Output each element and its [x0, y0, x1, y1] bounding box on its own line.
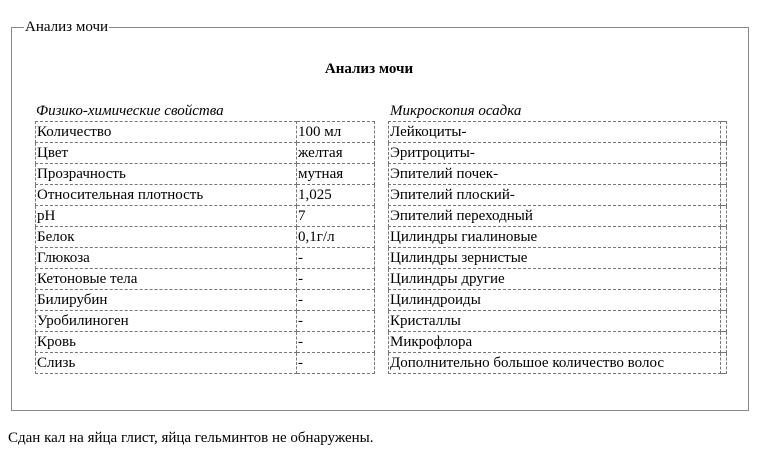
physchem-value-cell: желтая	[297, 143, 375, 164]
physchem-section-title: Физико-химические свойства	[36, 103, 224, 119]
microscopy-value-cell	[721, 353, 727, 374]
footer-note: Сдан кал на яйца глист, яйца гельминтов не обнаружены.	[8, 430, 374, 446]
physchem-label-cell: Кровь	[36, 332, 297, 353]
microscopy-label-cell: Цилиндры гиалиновые	[389, 227, 721, 248]
table-row	[36, 290, 375, 311]
physchem-value-cell: -	[297, 332, 375, 353]
microscopy-label-cell: Эпителий почек-	[389, 164, 721, 185]
microscopy-label-cell: Лейкоциты-	[389, 122, 721, 143]
table-row	[36, 332, 375, 353]
microscopy-value-cell	[721, 248, 727, 269]
physchem-label-cell: Цвет	[36, 143, 297, 164]
physchem-value-cell: -	[297, 311, 375, 332]
table-row	[389, 227, 727, 248]
report-title: Анализ мочи	[324, 61, 414, 77]
microscopy-value-cell	[721, 290, 727, 311]
microscopy-label-cell: Эпителий плоский-	[389, 185, 721, 206]
physchem-value-cell: -	[297, 269, 375, 290]
table-row	[36, 353, 375, 374]
microscopy-value-cell	[721, 143, 727, 164]
physchem-label-cell: Количество	[36, 122, 297, 143]
table-row	[389, 164, 727, 185]
physchem-value-cell: мутная	[297, 164, 375, 185]
microscopy-label-cell: Эритроциты-	[389, 143, 721, 164]
microscopy-value-cell	[721, 269, 727, 290]
physchem-value-cell: -	[297, 290, 375, 311]
microscopy-label-cell: Микрофлора	[389, 332, 721, 353]
physchem-label-cell: Слизь	[36, 353, 297, 374]
table-row	[389, 122, 727, 143]
table-row	[389, 332, 727, 353]
physchem-value-cell: 1,025	[297, 185, 375, 206]
table-row	[36, 227, 375, 248]
microscopy-label-cell: Эпителий переходный	[389, 206, 721, 227]
physchem-label-cell: pH	[36, 206, 297, 227]
table-row	[389, 248, 727, 269]
table-row	[36, 143, 375, 164]
table-row	[36, 122, 375, 143]
table-row	[36, 311, 375, 332]
physchem-label-cell: Белок	[36, 227, 297, 248]
microscopy-value-cell	[721, 332, 727, 353]
microscopy-value-cell	[721, 164, 727, 185]
physchem-value-cell: 7	[297, 206, 375, 227]
physchem-value-cell: -	[297, 248, 375, 269]
physchem-label-cell: Относительная плотность	[36, 185, 297, 206]
microscopy-label-cell: Цилиндры зернистые	[389, 248, 721, 269]
table-row	[36, 185, 375, 206]
table-row	[389, 143, 727, 164]
microscopy-value-cell	[721, 122, 727, 143]
physchem-table	[35, 121, 375, 374]
physchem-label-cell: Уробилиноген	[36, 311, 297, 332]
microscopy-label-cell: Цилиндроиды	[389, 290, 721, 311]
table-row	[36, 164, 375, 185]
physchem-value-cell: -	[297, 353, 375, 374]
table-row	[389, 206, 727, 227]
microscopy-section-title: Микроскопия осадка	[390, 103, 522, 119]
physchem-value-cell: 0,1г/л	[297, 227, 375, 248]
table-row	[389, 290, 727, 311]
physchem-label-cell: Прозрачность	[36, 164, 297, 185]
table-row	[389, 311, 727, 332]
microscopy-value-cell	[721, 185, 727, 206]
microscopy-value-cell	[721, 227, 727, 248]
microscopy-value-cell	[721, 206, 727, 227]
microscopy-label-cell: Кристаллы	[389, 311, 721, 332]
table-row	[389, 353, 727, 374]
table-row	[36, 269, 375, 290]
table-row	[389, 185, 727, 206]
microscopy-table	[388, 121, 727, 374]
table-row	[36, 206, 375, 227]
physchem-label-cell: Кетоновые тела	[36, 269, 297, 290]
table-row	[389, 269, 727, 290]
table-row	[36, 248, 375, 269]
physchem-value-cell: 100 мл	[297, 122, 375, 143]
panel-legend: Анализ мочи	[25, 19, 109, 35]
physchem-label-cell: Глюкоза	[36, 248, 297, 269]
physchem-label-cell: Билирубин	[36, 290, 297, 311]
microscopy-value-cell	[721, 311, 727, 332]
microscopy-label-cell: Цилиндры другие	[389, 269, 721, 290]
microscopy-label-cell: Дополнительно большое количество волос	[389, 353, 721, 374]
